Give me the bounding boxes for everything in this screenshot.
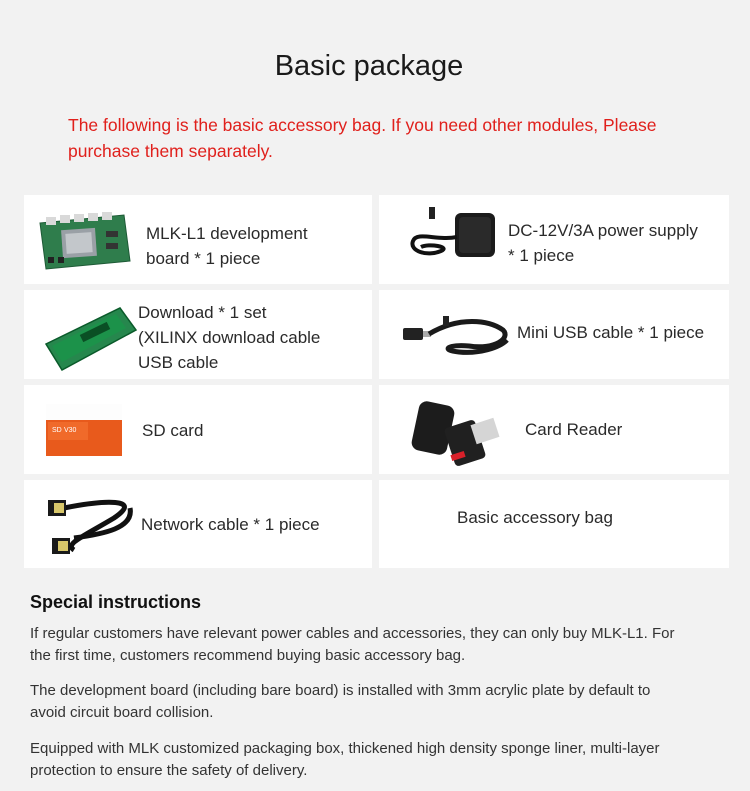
board-label-line-2: board * 1 piece: [146, 249, 261, 268]
svg-text:SD: SD: [52, 427, 62, 434]
download-label-line-3: USB cable: [138, 353, 219, 372]
sd-card-label-line-1: SD card: [142, 421, 204, 440]
download-label: [138, 300, 320, 375]
svg-text:V30: V30: [64, 427, 77, 434]
sd-card-image: [44, 400, 124, 458]
board-label-line-1: MLK-L1 development: [146, 224, 308, 243]
package-item-network-cable: [24, 480, 372, 568]
power-supply-label-line-1: DC-12V/3A power supply: [508, 221, 698, 240]
package-item-mini-usb-cable: [379, 290, 729, 379]
card-reader-label: [525, 417, 622, 442]
network-cable-label-line-1: Network cable * 1 piece: [141, 515, 320, 534]
mini-usb-label: [517, 320, 704, 345]
download-label-line-1: Download * 1 set: [138, 303, 267, 322]
card-reader-label-line-1: Card Reader: [525, 420, 623, 439]
notice-text: The following is the basic accessory bag. If you need other modules, Please purchase them separately.: [68, 115, 657, 161]
card-reader-image: [407, 393, 507, 467]
instruction-paragraph-3: Equipped with MLK customized packaging box, thickened high density sponge liner, multi-layer protection to ensure the safety of delivery.: [30, 740, 660, 779]
usb-cable-image: [399, 312, 513, 358]
network-cable-label: [141, 512, 320, 537]
page-title: Basic package: [274, 50, 464, 82]
development-board-image: [36, 211, 132, 271]
package-item-board: [24, 195, 372, 284]
sd-card-label: [142, 418, 203, 443]
power-supply-label-line-2: * 1 piece: [508, 246, 575, 265]
package-item-sd-card: [24, 385, 372, 474]
package-item-card-reader: [379, 385, 729, 474]
power-supply-label: [508, 218, 698, 268]
accessory-bag-label: [457, 505, 613, 530]
board-label: [146, 221, 308, 271]
accessory-bag-label-line-1: Basic accessory bag: [457, 508, 613, 527]
package-item-power-supply: [379, 195, 729, 284]
instruction-paragraph-2: The development board (including bare board) is installed with 3mm acrylic plate by default to avoid circuit board collision.: [30, 682, 651, 721]
download-label-line-2: (XILINX download cable: [138, 328, 321, 347]
power-adapter-image: [407, 207, 503, 267]
network-cable-image: [44, 488, 136, 562]
mini-usb-label-line-1: Mini USB cable * 1 piece: [517, 323, 705, 342]
special-instructions-title: Special instructions: [30, 592, 202, 612]
package-item-accessory-bag: [379, 480, 729, 568]
package-item-download-cable: [24, 290, 372, 379]
download-cable-image: [40, 300, 140, 374]
instruction-paragraph-1: If regular customers have relevant power cables and accessories, they can only buy MLK-L1. For the first time, customers recommend buying basic accessory bag.: [30, 625, 675, 664]
